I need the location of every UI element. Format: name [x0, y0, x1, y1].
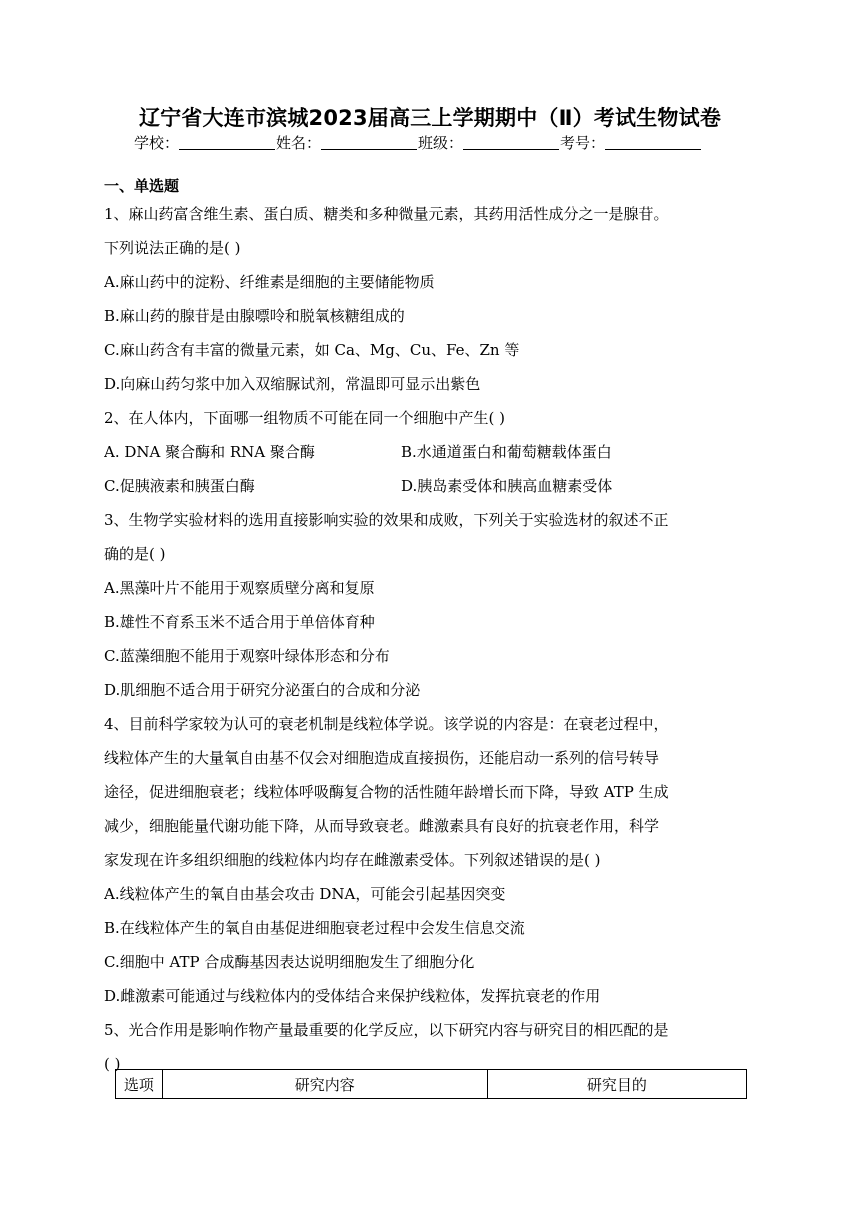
exam-number-label: 考号：: [560, 134, 606, 152]
text-line: D.雌激素可能通过与线粒体内的受体结合来保护线粒体，发挥抗衰老的作用: [104, 987, 601, 1005]
table-header-purpose: 研究目的: [487, 1070, 746, 1099]
option-d: D.胰岛素受体和胰高血糖素受体: [401, 477, 613, 495]
text-line: C.蓝藻细胞不能用于观察叶绿体形态和分布: [104, 647, 390, 665]
option-row: [104, 435, 764, 469]
option-b: B.水通道蛋白和葡萄糖载体蛋白: [401, 443, 612, 461]
text-line: 途径，促进细胞衰老；线粒体呼吸酶复合物的活性随年龄增长而下降，导致 ATP 生成: [104, 783, 669, 801]
text-line: D.肌细胞不适合用于研究分泌蛋白的合成和分泌: [104, 681, 421, 699]
option-row: [104, 469, 764, 503]
text-line: B.雄性不育系玉米不适合用于单倍体育种: [104, 613, 375, 631]
text-line: A.麻山药中的淀粉、纤维素是细胞的主要储能物质: [104, 273, 435, 291]
school-blank: [179, 133, 275, 150]
class-label: 班级：: [418, 134, 464, 152]
text-line: D.向麻山药匀浆中加入双缩脲试剂，常温即可显示出紫色: [104, 375, 481, 393]
table-header-content: 研究内容: [162, 1070, 487, 1099]
text-line: 1、麻山药富含维生素、蛋白质、糖类和多种微量元素，其药用活性成分之一是腺苷。: [104, 205, 669, 223]
question-body: [104, 197, 764, 1081]
student-info-line: [134, 132, 754, 154]
text-line: A.线粒体产生的氧自由基会攻击 DNA，可能会引起基因突变: [104, 885, 506, 903]
option-a: A. DNA 聚合酶和 RNA 聚合酶: [104, 443, 315, 461]
table-header-option: 选项: [116, 1070, 163, 1099]
option-c: C.促胰液素和胰蛋白酶: [104, 477, 255, 495]
text-line: A.黑藻叶片不能用于观察质壁分离和复原: [104, 579, 375, 597]
text-line: 4、目前科学家较为认可的衰老机制是线粒体学说。该学说的内容是：在衰老过程中，: [104, 715, 669, 733]
name-blank: [321, 133, 417, 150]
text-line: C.麻山药含有丰富的微量元素，如 Ca、Mg、Cu、Fe、Zn 等: [104, 341, 520, 359]
table-header-row: [116, 1070, 747, 1099]
text-line: 2、在人体内，下面哪一组物质不可能在同一个细胞中产生( ): [104, 409, 506, 427]
text-line: 线粒体产生的大量氧自由基不仅会对细胞造成直接损伤，还能启动一系列的信号转导: [104, 749, 660, 767]
page-title: 辽宁省大连市滨城2023届高三上学期期中（Ⅱ）考试生物试卷: [138, 106, 722, 130]
school-label: 学校：: [134, 134, 180, 152]
section-heading: 一、单选题: [104, 177, 180, 195]
text-line: 下列说法正确的是( ): [104, 239, 241, 257]
text-line: C.细胞中 ATP 合成酶基因表达说明细胞发生了细胞分化: [104, 953, 475, 971]
exam-number-blank: [605, 133, 701, 150]
text-line: ( ): [104, 1055, 121, 1073]
text-line: B.麻山药的腺苷是由腺嘌呤和脱氧核糖组成的: [104, 307, 405, 325]
text-line: B.在线粒体产生的氧自由基促进细胞衰老过程中会发生信息交流: [104, 919, 525, 937]
text-line: 家发现在许多组织细胞的线粒体内均存在雌激素受体。下列叙述错误的是( ): [104, 851, 601, 869]
question-table: [115, 1069, 747, 1099]
name-label: 姓名：: [276, 134, 322, 152]
text-line: 3、生物学实验材料的选用直接影响实验的效果和成败，下列关于实验选材的叙述不正: [104, 511, 669, 529]
class-blank: [463, 133, 559, 150]
text-line: 5、光合作用是影响作物产量最重要的化学反应，以下研究内容与研究目的相匹配的是: [104, 1021, 669, 1039]
text-line: 确的是( ): [104, 545, 166, 563]
text-line: 减少，细胞能量代谢功能下降，从而导致衰老。雌激素具有良好的抗衰老作用，科学: [104, 817, 660, 835]
